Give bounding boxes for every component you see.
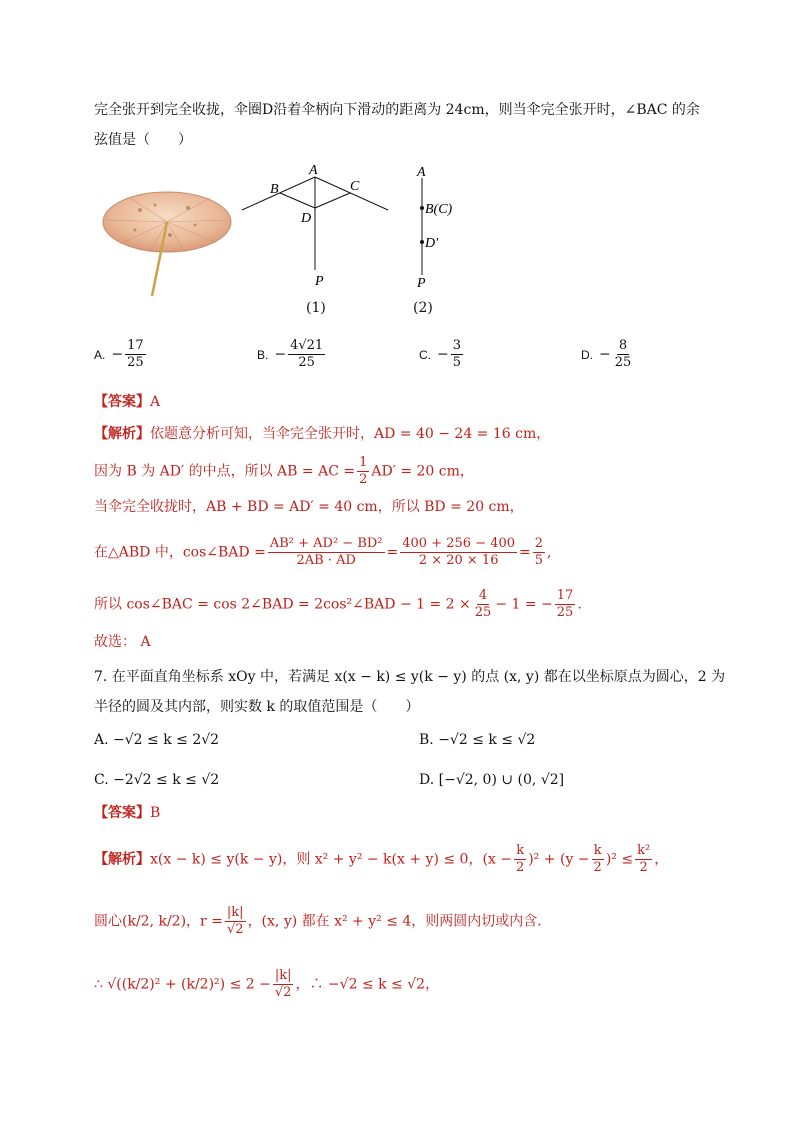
q6-solution-5: 所以 cos∠BAC = cos 2∠BAD = 2cos²∠BAD − 1 = 2 × $\frac{4}{25}$ − 1 = − $\frac{17}{25}$ . — [94, 588, 582, 620]
fig2-label-a: A — [417, 165, 426, 180]
q6-option-b[interactable] — [257, 338, 327, 371]
q6-stem-line1: 完全张开到完全收拢，伞圈D沿着伞柄向下滑动的距离为 24cm，则当伞完全张开时，∠BAC 的余 — [94, 102, 700, 118]
q7-answer: 【答案】B — [94, 805, 161, 821]
q6-option-d[interactable] — [581, 338, 635, 371]
q7-solution-2: 圆心(k/2, k/2)，r = $\frac{|k|}{√2}$ ，(x, y) 都在 x² + y² ≤ 4，则两圆内切或内含． — [94, 905, 552, 937]
q7-stem-line1: 7. 在平面直角坐标系 xOy 中，若满足 x(x − k) ≤ y(k − y) 的点 (x, y) 都在以坐标原点为圆心，2 为 — [94, 669, 726, 685]
fig1-label-c: C — [350, 179, 360, 194]
q6-choose: 故选： A — [94, 634, 151, 650]
fig2-label-d: D′ — [425, 236, 439, 251]
q6-solution-4: 在△ABD 中，cos∠BAD = $\frac{\text{AB² + AD² − BD²}}{2AB \cdot AD}$ = $\frac{400 + 256 - 400}{2 \times 20 \times 16}$ = $\frac{2}{5}$ , — [94, 536, 552, 568]
figure-1-caption: (1) — [306, 300, 326, 316]
q7-solution-3: ∴ √((k/2)² + (k/2)²) ≤ 2 − $\frac{|k|}{√2}$ ，∴ −√2 ≤ k ≤ √2， — [94, 968, 440, 1000]
option-label: C. — [419, 347, 431, 362]
figure-2-caption: (2) — [413, 300, 433, 316]
umbrella-photo — [100, 180, 235, 300]
q7-option-b[interactable]: B. −√2 ≤ k ≤ √2 — [419, 732, 536, 748]
option-sign: − — [599, 346, 611, 363]
fraction: $\frac{400 + 256 - 400}{2 \times 20 \times 16}$ — [402, 536, 516, 568]
fig2-label-bc: B(C) — [425, 202, 453, 217]
fig1-label-a: A — [309, 163, 318, 178]
q7-solution-1: 【解析】x(x − k) ≤ y(k − y)，则 x² + y² − k(x + y) ≤ 0，(x − $\frac{k}{2}$ )² + (y − $\frac{k}{2}$ )² ≤ $\frac{\text{k²}}{2}$ ， — [94, 843, 669, 875]
q6-answer: 【答案】A — [94, 394, 161, 410]
fig1-label-p: P — [315, 274, 324, 289]
fraction: $\frac{|k|}{√2}$ — [274, 968, 292, 1000]
fig1-label-b: B — [270, 182, 279, 197]
figure-2-diagram — [408, 160, 478, 295]
q7-option-c[interactable]: C. −2√2 ≤ k ≤ √2 — [94, 772, 220, 788]
fraction: $\frac{k}{2}$ — [516, 843, 525, 875]
option-label: A. — [94, 347, 106, 362]
q6-solution-2: 因为 B 为 AD′ 的中点，所以 AB = AC = $\frac{1}{2}$ AD′ = 20 cm， — [94, 455, 474, 487]
fraction: $\frac{\text{k²}}{2}$ — [637, 843, 651, 875]
option-fraction: $\frac{17}{25}$ — [127, 338, 144, 370]
fraction: $\frac{k}{2}$ — [593, 843, 602, 875]
fraction: $\frac{1}{2}$ — [359, 455, 368, 487]
fraction: $\frac{2}{5}$ — [534, 536, 544, 568]
q6-option-a[interactable] — [94, 338, 148, 371]
option-sign: − — [437, 346, 449, 363]
q6-stem-line2: 弦值是（ ） — [94, 132, 192, 148]
fig1-label-d: D — [301, 211, 312, 226]
figure-1-diagram — [240, 160, 400, 295]
option-fraction: $\frac{3}{5}$ — [452, 338, 462, 370]
fig2-label-p: P — [417, 276, 426, 291]
option-sign: − — [111, 346, 124, 363]
fraction: $\frac{4}{25}$ — [474, 588, 492, 620]
q6-solution-1: 【解析】依题意分析可知，当伞完全张开时，AD = 40 − 24 = 16 cm， — [94, 426, 551, 442]
fraction: $\frac{17}{25}$ — [556, 588, 574, 620]
option-label: D. — [581, 347, 593, 362]
q6-solution-3: 当伞完全收拢时，AB + BD = AD′ = 40 cm，所以 BD = 20 cm， — [94, 499, 524, 515]
fraction: $\frac{\text{AB² + AD² − BD²}}{2AB \cdot AD}$ — [269, 536, 383, 568]
option-fraction: $\frac{8}{25}$ — [614, 338, 632, 370]
q7-option-d[interactable]: D. [−√2, 0) ∪ (0, √2] — [419, 772, 565, 788]
option-sign: − — [274, 346, 287, 363]
q6-option-c[interactable] — [419, 338, 465, 371]
option-fraction: $\frac{4√21}{25}$ — [290, 338, 324, 370]
q7-stem-line2: 半径的圆及其内部，则实数 k 的取值范围是（ ） — [94, 699, 420, 715]
fraction: $\frac{|k|}{√2}$ — [226, 905, 244, 937]
option-label: B. — [257, 347, 269, 362]
q7-option-a[interactable]: A. −√2 ≤ k ≤ 2√2 — [94, 732, 220, 748]
